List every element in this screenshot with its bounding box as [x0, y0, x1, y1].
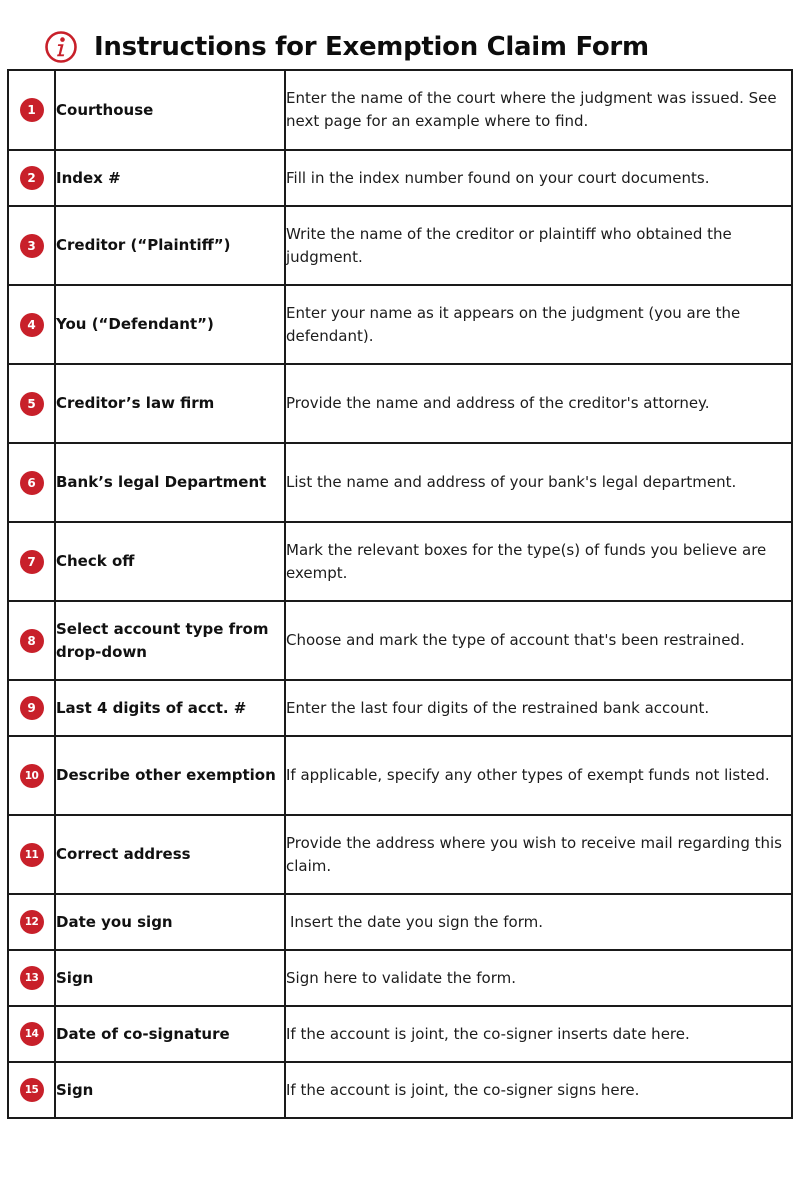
field-label: Check off — [55, 522, 285, 601]
table-row — [8, 522, 792, 601]
field-description: If applicable, specify any other types of exempt funds not listed. — [286, 766, 770, 784]
step-number-badge: 8 — [20, 629, 44, 653]
field-label: Sign — [55, 1062, 285, 1118]
step-number-badge: 12 — [20, 910, 44, 934]
field-description: Choose and mark the type of account that's been restrained. — [286, 631, 745, 649]
step-number-cell — [8, 522, 55, 601]
table-row — [8, 680, 792, 736]
field-description: If the account is joint, the co-signer inserts date here. — [286, 1024, 690, 1043]
field-description-cell — [285, 70, 792, 150]
field-label: Correct address — [55, 815, 285, 894]
field-description-cell — [285, 364, 792, 443]
page-header — [44, 28, 649, 66]
table-row — [8, 443, 792, 522]
step-number-cell — [8, 150, 55, 206]
field-description: If the account is joint, the co-signer signs here. — [286, 1080, 640, 1099]
field-description: Write the name of the creditor or plaintiff who obtained the judgment. — [286, 224, 732, 266]
field-label: Creditor (“Plaintiff”) — [55, 206, 285, 285]
field-label: Date you sign — [55, 894, 285, 950]
step-number-cell — [8, 443, 55, 522]
instructions-table — [7, 69, 793, 1119]
step-number-badge: 1 — [20, 98, 44, 122]
field-description-cell — [285, 1062, 792, 1118]
field-description: List the name and address of your bank's legal department. — [286, 473, 737, 491]
field-description-cell — [285, 680, 792, 736]
field-label: Courthouse — [55, 70, 285, 150]
field-description-cell — [285, 206, 792, 285]
table-row — [8, 815, 792, 894]
field-description: Enter the last four digits of the restrained bank account. — [286, 698, 710, 717]
field-description-cell — [285, 285, 792, 364]
step-number-cell — [8, 1006, 55, 1062]
field-description-cell — [285, 522, 792, 601]
field-label: Last 4 digits of acct. # — [55, 680, 285, 736]
field-description-cell — [285, 950, 792, 1006]
step-number-cell — [8, 680, 55, 736]
field-description: Insert the date you sign the form. — [290, 912, 544, 931]
field-description: Fill in the index number found on your court documents. — [286, 168, 710, 187]
field-description: Enter your name as it appears on the judgment (you are the defendant). — [286, 303, 741, 345]
step-number-cell — [8, 736, 55, 815]
field-description-cell — [285, 815, 792, 894]
step-number-badge: 6 — [20, 471, 44, 495]
step-number-badge: 7 — [20, 550, 44, 574]
field-label: Select account type from drop-down — [55, 601, 285, 680]
field-description: Provide the address where you wish to receive mail regarding this claim. — [286, 833, 782, 875]
table-row — [8, 1006, 792, 1062]
field-description-cell — [285, 443, 792, 522]
field-description: Mark the relevant boxes for the type(s) of funds you believe are exempt. — [286, 540, 767, 582]
step-number-badge: 9 — [20, 696, 44, 720]
field-label: Sign — [55, 950, 285, 1006]
table-row — [8, 150, 792, 206]
table-row — [8, 206, 792, 285]
table-row — [8, 364, 792, 443]
field-description-cell — [285, 150, 792, 206]
field-label: Describe other exemption — [55, 736, 285, 815]
table-row — [8, 894, 792, 950]
step-number-badge: 11 — [20, 843, 44, 867]
step-number-cell — [8, 70, 55, 150]
table-row — [8, 950, 792, 1006]
field-description-cell — [285, 894, 792, 950]
field-description-cell — [285, 1006, 792, 1062]
step-number-cell — [8, 894, 55, 950]
step-number-badge: 4 — [20, 313, 44, 337]
step-number-badge: 13 — [20, 966, 44, 990]
step-number-badge: 2 — [20, 166, 44, 190]
step-number-badge: 15 — [20, 1078, 44, 1102]
field-label: Date of co-signature — [55, 1006, 285, 1062]
step-number-cell — [8, 364, 55, 443]
table-row — [8, 70, 792, 150]
info-icon — [44, 30, 78, 64]
step-number-badge: 10 — [20, 764, 44, 788]
field-label: Bank’s legal Department — [55, 443, 285, 522]
step-number-badge: 3 — [20, 234, 44, 258]
field-description-cell — [285, 601, 792, 680]
field-description: Enter the name of the court where the judgment was issued. See next page for an example where to find. — [286, 89, 777, 130]
field-description: Sign here to validate the form. — [286, 968, 517, 987]
field-description-cell — [285, 736, 792, 815]
page-title: Instructions for Exemption Claim Form — [94, 32, 649, 62]
step-number-cell — [8, 950, 55, 1006]
step-number-cell — [8, 285, 55, 364]
field-label: You (“Defendant”) — [55, 285, 285, 364]
table-row — [8, 601, 792, 680]
table-row — [8, 1062, 792, 1118]
field-label: Index # — [55, 150, 285, 206]
step-number-cell — [8, 206, 55, 285]
step-number-cell — [8, 601, 55, 680]
field-label: Creditor’s law firm — [55, 364, 285, 443]
step-number-cell — [8, 815, 55, 894]
table-row — [8, 736, 792, 815]
table-row — [8, 285, 792, 364]
instructions-table-body — [8, 70, 792, 1118]
step-number-badge: 14 — [20, 1022, 44, 1046]
step-number-cell — [8, 1062, 55, 1118]
step-number-badge: 5 — [20, 392, 44, 416]
field-description: Provide the name and address of the creditor's attorney. — [286, 394, 710, 412]
